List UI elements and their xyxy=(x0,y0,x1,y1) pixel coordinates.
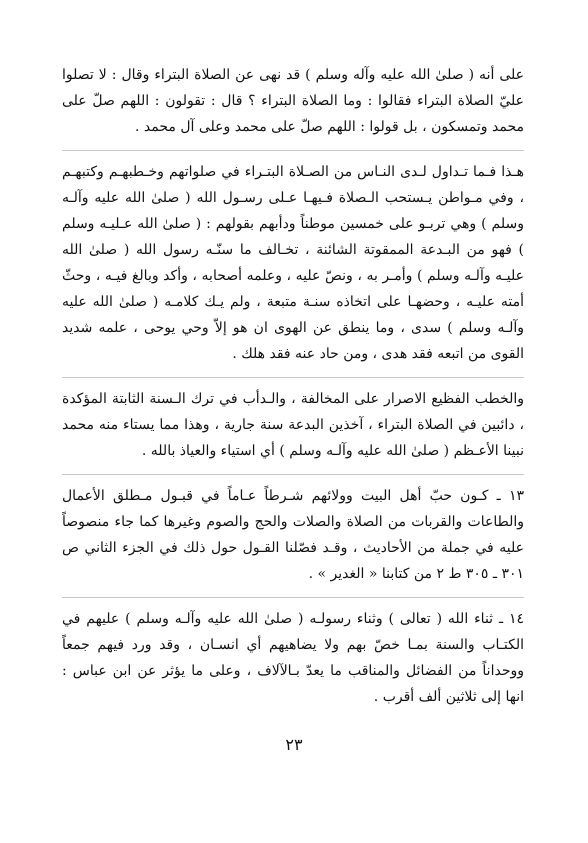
paragraph-persistence-violation: والخطب الفظيع الاصرار على المخالفة ، والـدأب في ترك الـسنة الثابتة المؤكدة ، دائبين في الصلاة البتراء ، آخذين البدعة سنة جارية ، وهذا مما يستاء منه محمد نبينا الأعـظم ( صلىٰ الله عليه وآلـه وسلم ) أي استياء والعياذ بالله . xyxy=(62,391,524,459)
paragraph-point-13: ١٣ ـ كـون حبّ أهل البيت وولائهم شـرطاً عـاماً في قبـول مـطلق الأعمال والطاعات والقربات من الصلاة والصلات والحج والصوم وغيرها كما جاء منصوصاً عليه في جملة من الأحاديث ، وقـد فصّلنا القـول حول ذلك في الجزء الثاني ص ٣٠١ ـ ٣٠٥ ط ٢ من كتابنا « الغدير » . xyxy=(62,488,524,582)
paragraph-divider xyxy=(62,377,524,378)
paragraph-point-14: ١٤ ـ ثناء الله ( تعالى ) وثناء رسولـه ( صلىٰ الله عليه وآلـه وسلم ) عليهم في الكتـاب والسنة بمـا خصّ بهم ولا يضاهيهم أي انسـان ، وقد ورد فيهم جمعاً ووحداناً من الفضائل والمناقب ما يعدّ بـالآلاف ، وعلى ما يؤثر عن ابن عباس : انها إلى ثلاثين ألف أقرب . xyxy=(62,611,524,705)
paragraph-divider xyxy=(62,474,524,475)
paragraph-divider xyxy=(62,597,524,598)
body-text xyxy=(62,62,524,720)
paragraph-divider xyxy=(62,150,524,151)
page-number: ٢٣ xyxy=(285,735,303,754)
paragraph-prohibition-batra: على أنه ( صلىٰ الله عليه وآله وسلم ) قد نهى عن الصلاة البتراء وقال : لا تصلوا عليّ الصلاة البتراء فقالوا : وما الصلاة البتراء ؟ قال : تقولون : اللهم صلّ على محمد وتمسكون ، بل قولوا : اللهم صلّ على محمد وعلى آل محمد . xyxy=(62,67,524,135)
paragraph-common-practice: هـذا فـما تـداول لـدى النـاس من الصـلاة البتـراء في صلواتهم وخـطبهـم وكتبهـم ، وفي مـواطن يـستحب الـصلاة فـيهـا عـلى رسـول الله ( صلىٰ الله عليه وآلـه وسلم ) وهي تربـو على خمسين موطناً ودأبهم بقولهم : ( صلىٰ الله عـليـه وسلم ) فهو من البـدعة الممقوتة الشائنة ، تخـالف ما سنّـه رسول الله ( صلىٰ الله عليـه وآلـه وسلم ) وأمـر به ، ونصّ عليه ، وعلمه أصحابه ، وأكد وبالغ فيـه ، وحثّ أمته عليـه ، وحضهـا على اتخاذه سنـة متبعة ، ولم يـك كلامـه ( صلىٰ الله عليه وآلـه وسلم ) سدى ، وما ينطق عن الهوى ان هو إلاّ وحي يوحى ، علمه شديد القوى من اتبعه فقد هدى ، ومن حاد عنه فقد هلك . xyxy=(62,164,524,362)
